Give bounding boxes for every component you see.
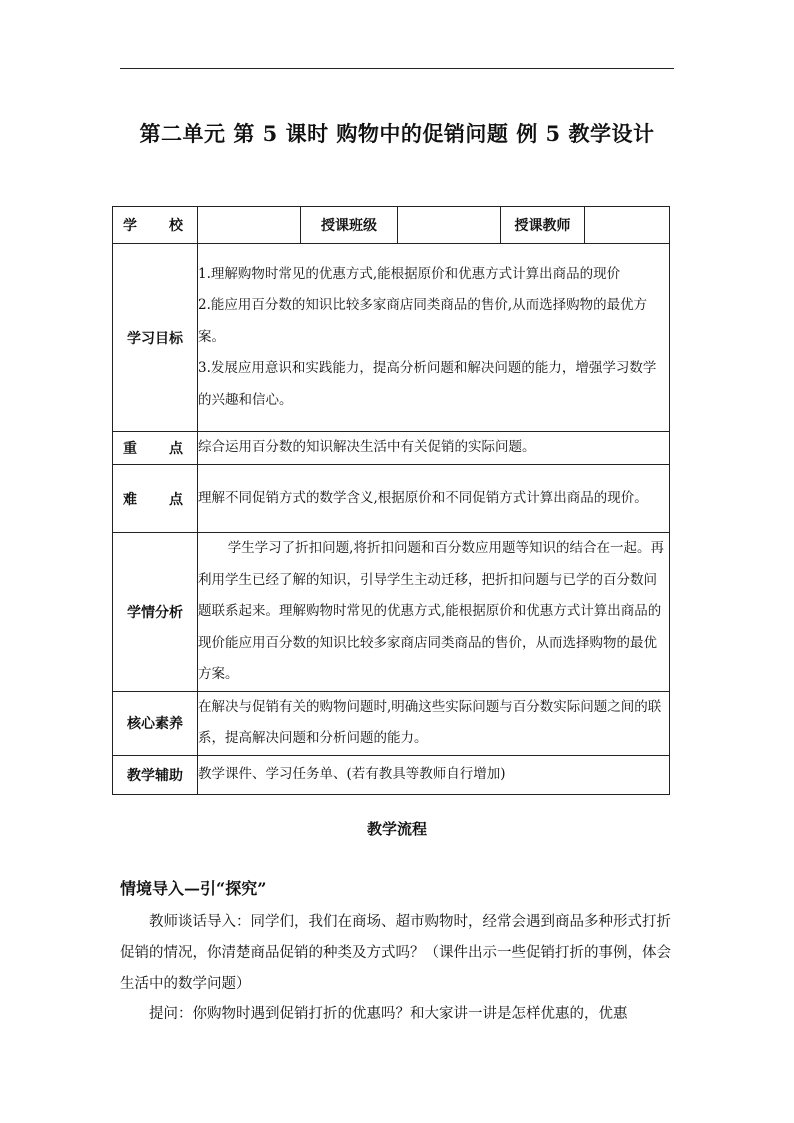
table-row — [113, 244, 670, 432]
key-point-label: 重 点 — [113, 432, 198, 465]
goal-item: 3.发展应用意识和实践能力，提高分析问题和解决问题的能力，增强学习数学的兴趣和信心。 — [198, 360, 657, 408]
teacher-value — [585, 207, 670, 244]
literacy-label: 核心素养 — [113, 691, 198, 755]
goal-item: 1.理解购物时常见的优惠方式,能根据原价和优惠方式计算出商品的现价 — [198, 265, 621, 282]
difficulty-label: 难 点 — [113, 465, 198, 533]
class-label: 授课班级 — [301, 207, 398, 244]
goals-label: 学习目标 — [113, 244, 198, 432]
table-row — [113, 755, 670, 794]
section-heading: 情境导入—引“探究” — [120, 879, 267, 898]
aids-text: 教学课件、学习任务单、(若有教具等教师自行增加) — [198, 755, 670, 794]
class-value — [398, 207, 501, 244]
analysis-text: 学生学习了折扣问题,将折扣问题和百分数应用题等知识的结合在一起。再利用学生已经了解的知识，引导学生主动迁移，把折扣问题与已学的百分数问题联系起来。理解购物时常见的优惠方式,能根据原价和优惠方式计算出商品的现价能应用百分数的知识比较多家商店同类商品的售价，从而选择购物的最优方案。 — [198, 533, 670, 692]
header-rule — [120, 68, 674, 69]
difficulty-text: 理解不同促销方式的数学含义,根据原价和不同促销方式计算出商品的现价。 — [198, 465, 670, 533]
teacher-label: 授课教师 — [501, 207, 585, 244]
key-point-text: 综合运用百分数的知识解决生活中有关促销的实际问题。 — [198, 432, 670, 465]
question-paragraph: 提问：你购物时遇到促销打折的优惠吗？和大家讲一讲是怎样优惠的，优惠 — [149, 1006, 628, 1022]
table-row — [113, 432, 670, 465]
aids-label: 教学辅助 — [113, 755, 198, 794]
table-row — [113, 207, 670, 244]
lesson-info-table — [112, 206, 670, 795]
literacy-text: 在解决与促销有关的购物问题时,明确这些实际问题与百分数实际问题之间的联系，提高解决问题和分析问题的能力。 — [198, 691, 670, 755]
school-label: 学 校 — [113, 207, 198, 244]
analysis-label: 学情分析 — [113, 533, 198, 692]
table-row — [113, 691, 670, 755]
table-row — [113, 533, 670, 692]
goals-cell — [198, 244, 670, 432]
page-title: 第二单元 第 5 课时 购物中的促销问题 例 5 教学设计 — [139, 121, 655, 146]
intro-paragraph: 教师谈话导入：同学们，我们在商场、超市购物时，经常会遇到商品多种形式打折促销的情况，你清楚商品促销的种类及方式吗？（课件出示一些促销打折的事例，体会生活中的数学问题） — [120, 914, 671, 992]
school-value — [198, 207, 301, 244]
goal-item: 2.能应用百分数的知识比较多家商店同类商品的售价,从而选择购物的最优方案。 — [198, 297, 648, 345]
flow-title: 教学流程 — [366, 820, 427, 838]
table-row — [113, 465, 670, 533]
